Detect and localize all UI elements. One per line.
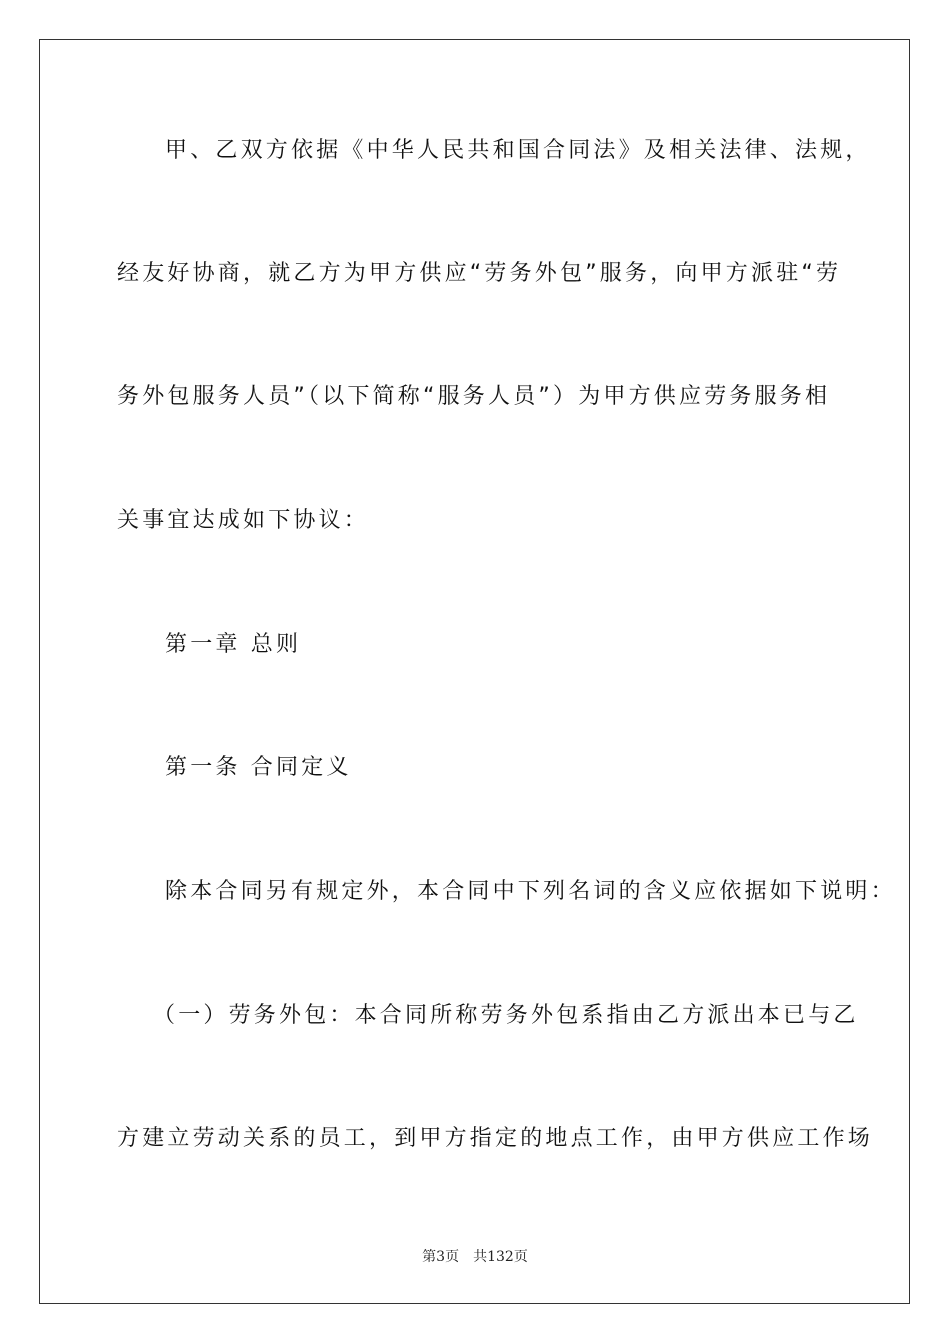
paragraph-line: 关事宜达成如下协议： [117,508,370,533]
page-footer [0,1246,950,1266]
article-heading: 第一条 合同定义 [165,755,352,780]
paragraph-line: 除本合同另有规定外，本合同中下列名词的含义应依据如下说明： [165,879,896,904]
paragraph-line: 经友好协商，就乙方为甲方供应“劳务外包”服务，向甲方派驻“劳 [117,261,842,286]
paragraph-line: 务外包服务人员”（以下简称“服务人员”）为甲方供应劳务服务相 [117,384,831,409]
page-number: 第3页 [422,1249,460,1265]
chapter-heading: 第一章 总则 [165,632,302,657]
total-pages: 共132页 [473,1249,528,1265]
paragraph-line: 甲、乙双方依据《中华人民共和国合同法》及相关法律、法规， [165,138,871,163]
page-border [39,39,910,1304]
paragraph-line: 方建立劳动关系的员工，到甲方指定的地点工作，由甲方供应工作场 [117,1126,874,1151]
paragraph-line: （一）劳务外包：本合同所称劳务外包系指由乙方派出本已与乙 [153,1003,859,1028]
